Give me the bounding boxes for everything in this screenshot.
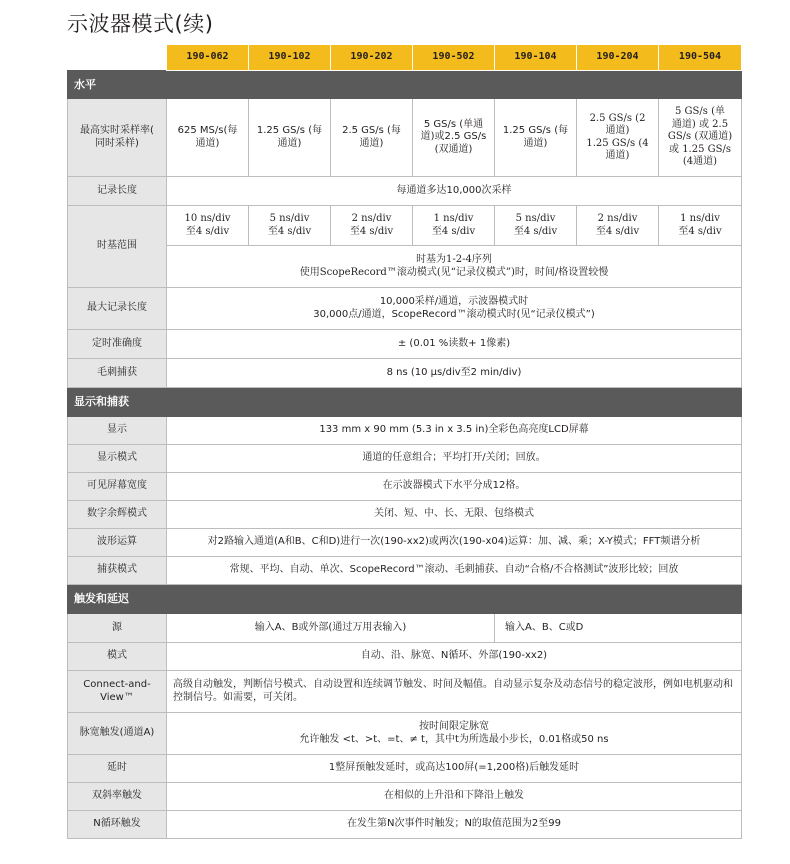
table-row bbox=[68, 330, 742, 359]
source-2ch-value: 输入A、B或外部(通过万用表输入) bbox=[167, 614, 495, 643]
table-row bbox=[68, 177, 742, 206]
row-label-delay: 延时 bbox=[68, 755, 167, 783]
section-row bbox=[68, 585, 742, 614]
table-row bbox=[68, 359, 742, 388]
section-display: 显示和捕获 bbox=[68, 388, 742, 417]
row-label-connect: Connect-and- View™ bbox=[68, 671, 167, 713]
model-header: 190-062 bbox=[167, 45, 249, 71]
row-label-source: 源 bbox=[68, 614, 167, 643]
slope-value: 在相似的上升沿和下降沿上触发 bbox=[167, 783, 742, 811]
row-label-glitch: 毛刺捕获 bbox=[68, 359, 167, 388]
connect-value: 高级自动触发，判断信号模式、自动设置和连续调节触发、时间及幅值。自动显示复杂及动态信号的稳定波形，例如电机驱动和控制信号。如需要，可关闭。 bbox=[167, 671, 742, 713]
model-header: 190-502 bbox=[413, 45, 495, 71]
model-header: 190-204 bbox=[577, 45, 659, 71]
table-row bbox=[68, 811, 742, 839]
timebase-note: 时基为1-2-4序列 使用ScopeRecord™滚动模式(见“记录仪模式”)时，时间/格设置较慢 bbox=[167, 246, 742, 288]
model-header: 190-202 bbox=[331, 45, 413, 71]
row-label-display: 显示 bbox=[68, 417, 167, 445]
row-label-screen-width: 可见屏幕宽度 bbox=[68, 473, 167, 501]
ncycle-value: 在发生第N次事件时触发；N的取值范围为2至99 bbox=[167, 811, 742, 839]
max-sample-cell: 5 GS/s (单通 道)或2.5 GS/s (双通道) bbox=[413, 99, 495, 177]
glitch-value: 8 ns (10 μs/div至2 min/div) bbox=[167, 359, 742, 388]
row-label-max-sample: 最高实时采样率( 同时采样) bbox=[68, 99, 167, 177]
source-4ch-value: 输入A、B、C或D bbox=[495, 614, 742, 643]
timebase-cell: 1 ns/div 至4 s/div bbox=[413, 206, 495, 246]
max-sample-cell: 5 GS/s (单 通道) 或 2.5 GS/s (双通道) 或 1.25 GS/s (4通道) bbox=[659, 99, 742, 177]
record-length-value: 每通道多达10,000次采样 bbox=[167, 177, 742, 206]
table-row bbox=[68, 529, 742, 557]
table-row bbox=[68, 671, 742, 713]
max-sample-cell: 1.25 GS/s (每 通道) bbox=[249, 99, 331, 177]
row-label-display-mode: 显示模式 bbox=[68, 445, 167, 473]
table-row bbox=[68, 713, 742, 755]
max-record-value: 10,000采样/通道，示波器模式时 30,000点/通道，ScopeRecord™滚动模式时(见“记录仪模式”) bbox=[167, 288, 742, 330]
pulse-value: 按时间限定脉宽 允许触发 <t、>t、=t、≠ t，其中t为所选最小步长，0.01格或50 ns bbox=[167, 713, 742, 755]
page-title: 示波器模式(续) bbox=[67, 12, 214, 36]
mode-value: 自动、沿、脉宽、N循环、外部(190-xx2) bbox=[167, 643, 742, 671]
table-row bbox=[68, 614, 742, 643]
timebase-cell: 1 ns/div 至4 s/div bbox=[659, 206, 742, 246]
section-trigger: 触发和延迟 bbox=[68, 585, 742, 614]
row-label-persistence: 数字余辉模式 bbox=[68, 501, 167, 529]
model-header: 190-104 bbox=[495, 45, 577, 71]
row-label-max-record: 最大记录长度 bbox=[68, 288, 167, 330]
table-row bbox=[68, 501, 742, 529]
table-row bbox=[68, 755, 742, 783]
math-value: 对2路输入通道(A和B、C和D)进行一次(190-xx2)或两次(190-x04)运算：加、减、乘；X-Y模式；FFT频谱分析 bbox=[167, 529, 742, 557]
table-row bbox=[68, 206, 742, 246]
persistence-value: 关闭、短、中、长、无限、包络模式 bbox=[167, 501, 742, 529]
table-row bbox=[68, 445, 742, 473]
timebase-cell: 2 ns/div 至4 s/div bbox=[577, 206, 659, 246]
max-sample-cell: 2.5 GS/s (每 通道) bbox=[331, 99, 413, 177]
row-label-timing: 定时准确度 bbox=[68, 330, 167, 359]
model-header: 190-102 bbox=[249, 45, 331, 71]
header-blank bbox=[68, 45, 167, 71]
timebase-cell: 5 ns/div 至4 s/div bbox=[495, 206, 577, 246]
max-sample-cell: 2.5 GS/s (2 通道) 1.25 GS/s (4 通道) bbox=[577, 99, 659, 177]
table-row bbox=[68, 557, 742, 585]
max-sample-cell: 1.25 GS/s (每 通道) bbox=[495, 99, 577, 177]
model-header-row bbox=[68, 45, 742, 71]
row-label-math: 波形运算 bbox=[68, 529, 167, 557]
table-row bbox=[68, 473, 742, 501]
display-value: 133 mm x 90 mm (5.3 in x 3.5 in)全彩色高亮度LCD屏幕 bbox=[167, 417, 742, 445]
table-row bbox=[68, 99, 742, 177]
section-row bbox=[68, 71, 742, 99]
timing-value: ± (0.01 %读数+ 1像素) bbox=[167, 330, 742, 359]
spec-table bbox=[67, 44, 742, 839]
delay-value: 1整屏预触发延时，或高达100屏(=1,200格)后触发延时 bbox=[167, 755, 742, 783]
max-sample-cell: 625 MS/s(每 通道) bbox=[167, 99, 249, 177]
table-row bbox=[68, 783, 742, 811]
row-label-pulse: 脉宽触发(通道A) bbox=[68, 713, 167, 755]
row-label-record-length: 记录长度 bbox=[68, 177, 167, 206]
row-label-slope: 双斜率触发 bbox=[68, 783, 167, 811]
timebase-cell: 5 ns/div 至4 s/div bbox=[249, 206, 331, 246]
table-row bbox=[68, 288, 742, 330]
table-row bbox=[68, 417, 742, 445]
section-row bbox=[68, 388, 742, 417]
screen-width-value: 在示波器模式下水平分成12格。 bbox=[167, 473, 742, 501]
section-horizontal: 水平 bbox=[68, 71, 742, 99]
display-mode-value: 通道的任意组合；平均打开/关闭；回放。 bbox=[167, 445, 742, 473]
row-label-mode: 模式 bbox=[68, 643, 167, 671]
row-label-capture: 捕获模式 bbox=[68, 557, 167, 585]
table-row bbox=[68, 643, 742, 671]
timebase-cell: 10 ns/div 至4 s/div bbox=[167, 206, 249, 246]
timebase-cell: 2 ns/div 至4 s/div bbox=[331, 206, 413, 246]
model-header: 190-504 bbox=[659, 45, 742, 71]
table-row bbox=[68, 246, 742, 288]
capture-value: 常规、平均、自动、单次、ScopeRecord™滚动、毛刺捕获、自动“合格/不合格测试”波形比较；回放 bbox=[167, 557, 742, 585]
row-label-timebase: 时基范围 bbox=[68, 206, 167, 288]
row-label-ncycle: N循环触发 bbox=[68, 811, 167, 839]
